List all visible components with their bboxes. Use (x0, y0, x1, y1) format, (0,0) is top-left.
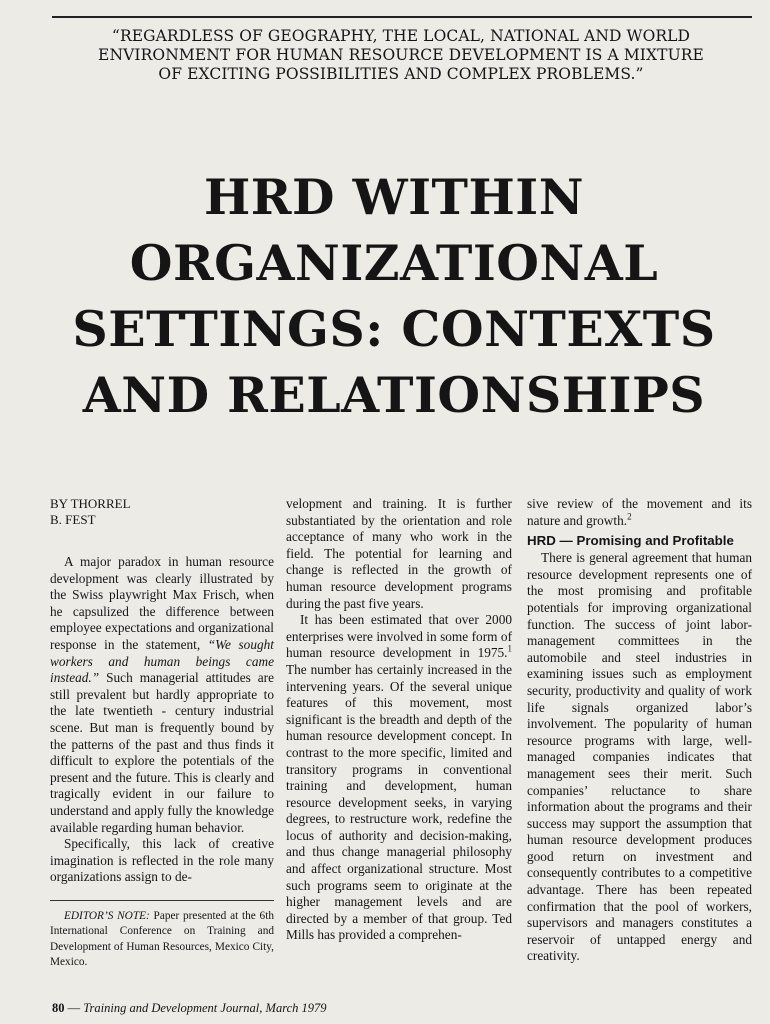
page-footer (52, 1001, 327, 1016)
quote-italic: “We sought workers and human beings came instead.” (50, 636, 274, 686)
editors-note-label: EDITOR’S NOTE: (64, 909, 150, 922)
editors-note (50, 909, 274, 971)
note-divider (50, 900, 274, 901)
paragraph: velopment and training. It is further substantiated by the orientation and role acceptance of many who work in the field. The potential for learning and change is reflected in the growth of human resource development programs during the past five years. (286, 496, 512, 611)
editors-note-text: Paper presented at the 6th International Conference on Training and Development of Human Resources, Mexico City, Mexico. (50, 909, 274, 969)
paragraph-text: The number has certainly increased in the intervening years. Of the several unique features of this movement, most significant is the breadth and depth of the human resource development concept. In contrast to the more specific, limited and transitory programs in conventional training and development, human resource development seeks, in varying degrees, to restructure work, redefine the locus of authority and decision-making, and thus change managerial philosophy and affect organizational structure. Most such programs seem to originate at the higher management levels and are directed by a member of that group. Ted Mills has provided a comprehen- (286, 661, 512, 943)
paragraph (50, 554, 274, 836)
footnote-ref: 2 (627, 511, 632, 522)
section-heading: HRD — Promising and Profitable (527, 533, 734, 549)
paragraph-text: A major paradox in human resource development was clearly illustrated by the Swiss playwright Max Frisch, when he capsulized the difference between employee expectations and organizational response in the statement, (50, 554, 274, 652)
footnote-ref: 1 (507, 643, 512, 654)
paragraph: There is general agreement that human resource development represents one of the most promising and profitable potentials for improving organizational function. The success of joint labor-management committees in the automobile and steel industries in examining issues such as employment security, productivity and quality of work life signals organized labor’s involvement. The popularity of human resource programs with large, well-managed companies indicates that management sees their merit. Such companies’ reluctance to share information about the programs and their success may support the assumption that human resource development produces good return on investment and consequently contributes to a competitive advantage. There has been repeated confirmation that the pool of workers, supervisors and managers constitutes a reservoir of untapped energy and creativity. (527, 550, 752, 964)
top-rule (52, 16, 752, 18)
column-1 (50, 496, 274, 971)
article-title: HRD WITHIN ORGANIZATIONAL SETTINGS: CONTEXTS AND RELATIONSHIPS (72, 168, 716, 424)
paragraph (286, 612, 512, 944)
column-2 (286, 496, 512, 944)
page-number: 80 (52, 1001, 65, 1015)
paragraph: Specifically, this lack of creative imagination is reflected in the role many organizations assign to de- (50, 836, 274, 885)
publication-line: Training and Development Journal, March 1979 (83, 1001, 327, 1015)
column-3 (527, 496, 752, 965)
paragraph (527, 496, 752, 529)
footer-dash: — (64, 1001, 84, 1015)
pull-quote: “REGARDLESS OF GEOGRAPHY, THE LOCAL, NATIONAL AND WORLD ENVIRONMENT FOR HUMAN RESOURCE DEVELOPMENT IS A MIXTURE OF EXCITING POSSIBILITIES AND COMPLEX PROBLEMS.” (98, 27, 704, 83)
paragraph-text: Such managerial attitudes are still prevalent but hardly appropriate to the late twentieth - century industrial scene. But man is frequently bound by the patterns of the past and thus finds it difficult to explore the potentials of the present and the future. This is clearly and tragically evident in our failure to understand and apply fully the knowledge available regarding human behavior. (50, 670, 274, 835)
byline: BY THORREL B. FEST (50, 496, 131, 527)
paragraph-text: sive review of the movement and its nature and growth. (527, 496, 752, 528)
paragraph-text: It has been estimated that over 2000 enterprises were involved in some form of human resource development in 1975. (286, 612, 512, 661)
